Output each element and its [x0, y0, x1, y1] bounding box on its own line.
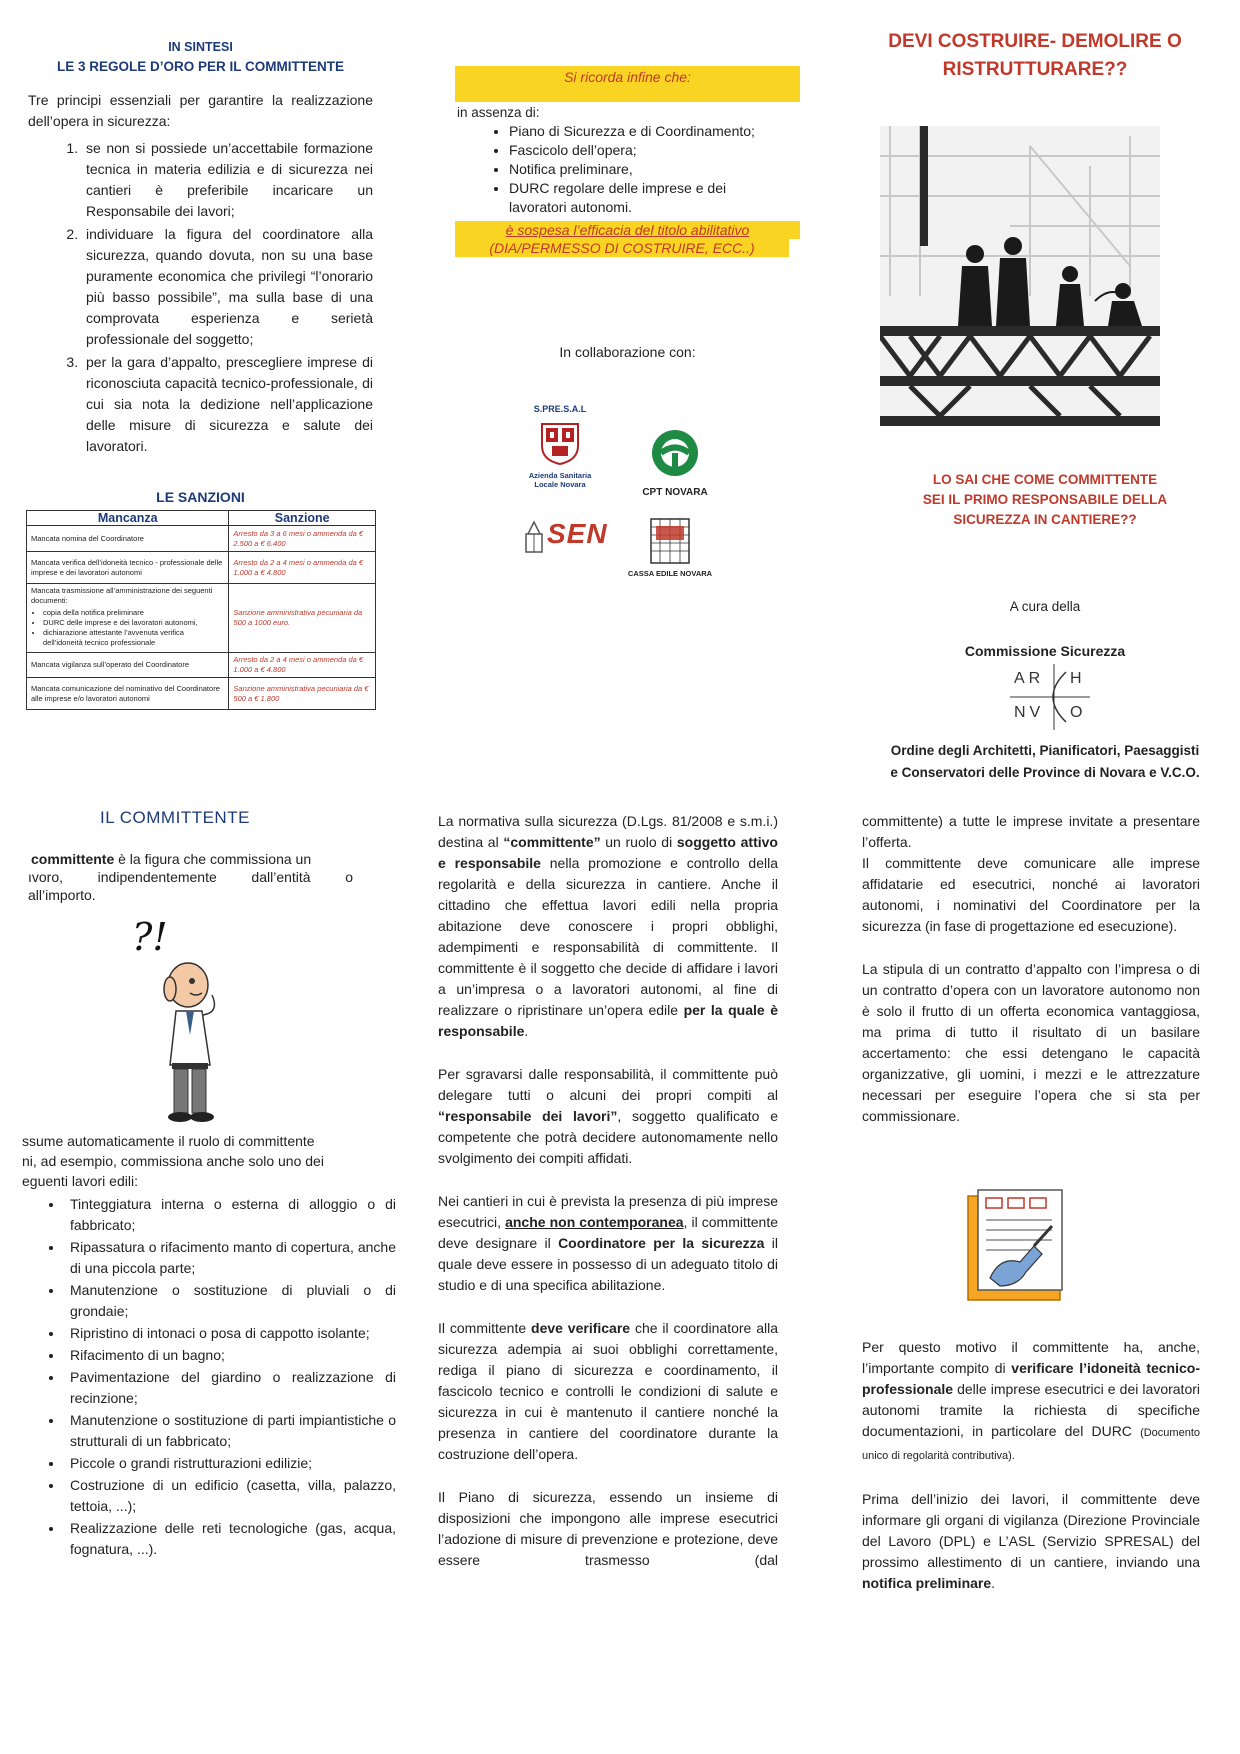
text-bold: deve verificare — [531, 1320, 631, 1336]
suspended-line-2: (DIA/PERMESSO DI COSTRUIRE, ECC..) — [455, 239, 789, 257]
logo-spresal — [515, 404, 605, 489]
ordine-label — [870, 740, 1220, 784]
logo-sen-text: SEN — [547, 518, 608, 549]
cell-mancanza: Mancata verifica dell’idoneità tecnico - professionale delle imprese e dei lavoratori autonomi — [27, 552, 229, 584]
definition-line-1 — [28, 850, 353, 868]
job-item: • Ripristino di intonaci o posa di cappotto isolante; — [64, 1323, 396, 1344]
table-row — [27, 552, 376, 584]
text-span: il quale deve essere in possesso di un adeguato titolo di studio e di una specifica abilitazione. — [438, 1235, 778, 1293]
verifica-paragraph — [438, 1318, 778, 1465]
think-mark: ?! — [132, 915, 168, 959]
job-item: • Ripassatura o rifacimento manto di copertura, anche di una piccola parte; — [64, 1237, 396, 1279]
idoneita-paragraph — [862, 1337, 1200, 1467]
panel-obblighi — [862, 811, 1200, 1127]
cell-sanzione: Arresto da 2 a 4 mesi o ammenda da € 1.000 a € 4.800 — [229, 653, 376, 678]
text-span: , soggetto qualificato e competente che potrà decidere autonomamente nello svolgimento dei compiti affidati. — [438, 1108, 778, 1166]
cell-sanzione: Sanzione amministrativa pecuniaria da 500 a 1000 euro. — [229, 584, 376, 653]
rules-intro: Tre principi essenziali per garantire la realizzazione dell’opera in sicurezza: — [28, 92, 373, 129]
ordine-line-2: e Conservatori delle Province di Novara e V.C.O. — [890, 765, 1200, 780]
cover-title — [860, 28, 1210, 84]
absence-intro: in assenza di: — [457, 105, 540, 120]
archnvo-logo — [1010, 664, 1090, 730]
doc-item: • DURC delle imprese e dei lavoratori autonomi, — [43, 618, 224, 628]
suspended-notice — [455, 221, 800, 257]
suspended-text: è sospesa l’efficacia del titolo abilitativo — [505, 222, 750, 238]
rules-heading-2: LE 3 REGOLE D’ORO PER IL COMMITTENTE — [56, 59, 345, 74]
absence-list — [457, 122, 802, 217]
table-row — [27, 526, 376, 552]
sen-tower-icon — [523, 520, 545, 554]
text-span: . — [524, 1023, 529, 1039]
definition-line-3: all’importo. — [28, 887, 96, 903]
cura-label: A cura della — [1009, 599, 1081, 614]
cell-mancanza: Mancata comunicazione del nominativo del Coordinatore alle imprese e/o lavoratori autonomi — [27, 678, 229, 710]
absence-item: • Fascicolo dell’opera; — [509, 141, 802, 160]
cell-sanzione: Arresto da 2 a 4 mesi o ammenda da € 1.000 a € 4.800 — [229, 552, 376, 584]
notifica-paragraph — [862, 1489, 1200, 1594]
absence-item: • Piano di Sicurezza e di Coordinamento; — [509, 122, 802, 141]
cpt-logo-icon — [650, 428, 700, 478]
responsabile-paragraph — [438, 1064, 778, 1169]
definition-rest: è la figura che commissiona un — [114, 851, 312, 867]
rule-item: 2. individuare la figura del coordinatore alla sicurezza, quando dovuta, non su una base puramente economica che privilegi “l’onorario più basso possibile”, ma sulla base di una comprovata esperienza e serietà professionale del soggetto; — [82, 224, 373, 350]
col-mancanza: Mancanza — [27, 511, 229, 526]
table-row — [27, 653, 376, 678]
piano-paragraph: Il Piano di sicurezza, essendo un insieme di disposizioni che impongono alle imprese esecutrici l’adozione di misure di prevenzione e protezione, deve essere trasmesso (dal — [438, 1489, 778, 1568]
text-span: Per questo motivo il committente ha, anche, l’importante compito di — [862, 1339, 1200, 1376]
rules-heading-1: IN SINTESI — [168, 40, 233, 54]
text-bold: “responsabile dei lavori” — [438, 1108, 618, 1124]
logo-letters-nv: NV — [1014, 704, 1045, 721]
rule-item: 3. per la gara d’appalto, prescegliere imprese di riconosciuta capacità tecnico-professionale, di cui sia nota la dedizione nell’applicazione delle misure di sicurezza e salute dei lavoratori. — [82, 352, 373, 457]
text-bold: “committente” — [503, 834, 601, 850]
ordine-line-1: Ordine degli Architetti, Pianificatori, Paesaggisti — [890, 743, 1200, 758]
doc-item: • dichiarazione attestante l’avvenuta verifica dell’idoneità tecnico professionale — [43, 628, 224, 648]
cassa-edile-grid-icon — [650, 518, 690, 564]
offerta-paragraph: committente) a tutte le imprese invitate a presentare l’offerta. — [862, 813, 1200, 850]
text-span: un ruolo di — [600, 834, 677, 850]
doc-list — [31, 608, 224, 648]
thinking-man-cartoon — [140, 955, 250, 1125]
cover-question-1: LO SAI CHE COME COMMITTENTE — [932, 472, 1158, 487]
sanctions-table — [26, 510, 376, 710]
rule-item: 1. se non si possiede un’accettabile formazione tecnica in materia edilizia e di sicurezza nei cantieri è preferibile incaricare un Responsabile dei lavori; — [82, 138, 373, 222]
cover-question-2: SEI IL PRIMO RESPONSABILE DELLA — [922, 492, 1168, 507]
text-bold: verificare l’idoneità tecnico-professionale — [862, 1360, 1201, 1397]
spresal-crest-icon — [538, 420, 582, 466]
job-item: • Rifacimento di un bagno; — [64, 1345, 396, 1366]
text-span: delle imprese esecutrici e dei lavoratori autonomi tramite la richiesta di specifiche documentazioni, in particolare del DURC — [862, 1381, 1200, 1439]
logo-spresal-bottom: Azienda Sanitaria Locale Novara — [528, 471, 592, 489]
job-item: • Pavimentazione del giardino o realizzazione di recinzione; — [64, 1367, 396, 1409]
document-signing-illustration — [960, 1186, 1070, 1306]
logo-cassa-label: CASSA EDILE NOVARA — [627, 569, 713, 578]
cover-title-1: DEVI COSTRUIRE- DEMOLIRE O — [888, 31, 1182, 52]
committente-definition — [28, 850, 353, 904]
job-item: • Manutenzione o sostituzione di pluviali o di grondaie; — [64, 1280, 396, 1322]
sanctions-title: LE SANZIONI — [156, 489, 245, 505]
comunicazione-paragraph: Il committente deve comunicare alle imprese affidatarie ed esecutrici, nonché ai lavoratori autonomi, i nominativi del Coordinatore per la sicurezza (in fase di progettazione ed esecuzione). — [862, 855, 1200, 934]
job-item: • Tinteggiatura interna o esterna di alloggio o di fabbricato; — [64, 1194, 396, 1236]
cell-mancanza — [27, 584, 229, 653]
panel-normativa — [438, 811, 778, 1571]
text-span: La normativa sulla sicurezza (D.Lgs. 81/2008 e s.m.i.) destina al — [438, 813, 778, 850]
cell-sanzione: Arresto da 3 a 6 mesi o ammenda da € 2.500 a € 6.400 — [229, 526, 376, 552]
coordinatore-paragraph — [438, 1191, 778, 1296]
text-bold-underline: anche non contemporanea — [505, 1214, 684, 1230]
cell-mancanza: Mancata vigilanza sull’operato del Coordinatore — [27, 653, 229, 678]
panel-rules — [28, 38, 373, 459]
text-bold: soggetto attivo e responsabile — [438, 834, 778, 871]
absence-item: • Notifica preliminare, — [509, 160, 802, 179]
jobs-list — [22, 1194, 396, 1561]
logo-spresal-top: S.PRE.S.A.L — [533, 404, 587, 414]
absence-item: • DURC regolare delle imprese e dei lavoratori autonomi. — [509, 179, 802, 217]
cover-question — [880, 470, 1210, 530]
text-span: Per sgravarsi dalle responsabilità, il committente può delegare tutti o alcuni dei propri compiti al — [438, 1066, 778, 1103]
text-span: nella promozione e controllo della regolarità e della sicurezza in cantiere. Anche il cittadino che effettua lavori edili nella propria abitazione deve conoscere i propri obblighi, adempimenti e responsabilità di committente. Il committente è il soggetto che decide di affidare i lavori a un’impresa o a lavoratori autonomi, al fine di realizzare o ripristinare un’opera edile — [438, 855, 778, 1018]
logo-cpt — [630, 428, 720, 498]
suspended-line-1 — [455, 221, 800, 239]
logo-sen — [523, 518, 618, 558]
cell-mancanza: Mancata nomina del Coordinatore — [27, 526, 229, 552]
text-span: Prima dell’inizio dei lavori, il committente deve informare gli organi di vigilanza (Direzione Provinciale del Lavoro (DPL) e L’ASL (Servizio SPRESAL) del prossimo allestimento di un cantiere, inviando una — [862, 1491, 1200, 1570]
assume-line-1: ssume automaticamente il ruolo di committente — [22, 1133, 315, 1149]
text-bold: per la quale è responsabile — [438, 1002, 778, 1039]
cell-mancanza-intro: Mancata trasmissione all’amministrazione dei seguenti documenti: — [31, 586, 213, 605]
commissione-label: Commissione Sicurezza — [964, 643, 1126, 659]
absence-block — [457, 104, 802, 217]
text-span: . — [991, 1575, 996, 1591]
contratto-paragraph: La stipula di un contratto d’appalto con l’impresa o di un contratto d’opera con un lavoratore autonomo non è solo il frutto di un offerta economica vantaggiosa, ma prima di tutto il risultato di un basilare accertamento: che essi detengano le capacità organizzative, gli uomini, i mezzi e le attrezzature necessari per eseguire l’opera che si sta per commissionare. — [862, 961, 1200, 1124]
committente-title: IL COMMITTENTE — [100, 808, 250, 827]
text-small: (Documento unico di regolarità contributiva). — [862, 1427, 1200, 1462]
job-item: • Piccole o grandi ristrutturazioni edilizie; — [64, 1453, 396, 1474]
panel-idoneita — [862, 1337, 1200, 1594]
text-bold: notifica preliminare — [862, 1575, 992, 1591]
job-item: • Manutenzione o sostituzione di parti impiantistiche o strutturali di un fabbricato; — [64, 1410, 396, 1452]
assume-line-3: eguenti lavori edili: — [22, 1173, 138, 1189]
table-header — [27, 511, 376, 526]
doc-item: • copia della notifica preliminare — [43, 608, 224, 618]
text-bold: Coordinatore per la sicurezza — [558, 1235, 765, 1251]
text-span: Il committente — [438, 1320, 532, 1336]
job-item: • Costruzione di un edificio (casetta, villa, palazzo, tettoia, ...); — [64, 1475, 396, 1517]
assume-line-2: ni, ad esempio, commissiona anche solo uno dei — [22, 1153, 324, 1169]
logo-cassa-edile — [627, 518, 730, 578]
text-span: , il committente deve designare il — [438, 1214, 778, 1251]
logo-cpt-label: CPT NOVARA — [642, 487, 708, 498]
reminder-banner: Si ricorda infine che: — [455, 66, 800, 102]
cover-question-3: SICUREZZA IN CANTIERE?? — [953, 512, 1137, 527]
table-row — [27, 678, 376, 710]
cover-title-2: RISTRUTTURARE?? — [942, 59, 1128, 80]
text-span: che il coordinatore alla sicurezza adempia ai suoi obblighi correttamente, rediga il piano di sicurezza e coordinamento, il fascicolo tecnico e controlli le condizioni di salute e sicurezza in cui è mantenuto il cantiere nonché la presenza in cantiere del coordinatore durante la costruzione dell’opera. — [438, 1320, 778, 1462]
col-sanzione: Sanzione — [229, 511, 376, 526]
text-span: Nei cantieri in cui è prevista la presenza di più imprese esecutrici, — [438, 1193, 778, 1230]
logo-letters-ar: AR — [1014, 670, 1045, 687]
cell-sanzione: Sanzione amministrativa pecuniaria da € 500 a € 1.800 — [229, 678, 376, 710]
normativa-paragraph — [438, 811, 778, 1042]
construction-workers-image — [880, 126, 1160, 426]
logo-letters-h: H — [1070, 670, 1082, 687]
logo-letters-o: O — [1070, 704, 1083, 721]
table-row — [27, 584, 376, 653]
assume-block — [22, 1131, 357, 1191]
collab-label: In collaborazione con: — [559, 344, 696, 360]
rules-list — [28, 138, 373, 457]
definition-line-2: ıvoro, indipendentemente dall’entità o — [28, 869, 353, 885]
sanctions-table-wrap — [26, 510, 376, 710]
definition-bold: committente — [31, 851, 115, 867]
job-item: • Realizzazione delle reti tecnologiche (gas, acqua, fognatura, ...). — [64, 1518, 396, 1560]
